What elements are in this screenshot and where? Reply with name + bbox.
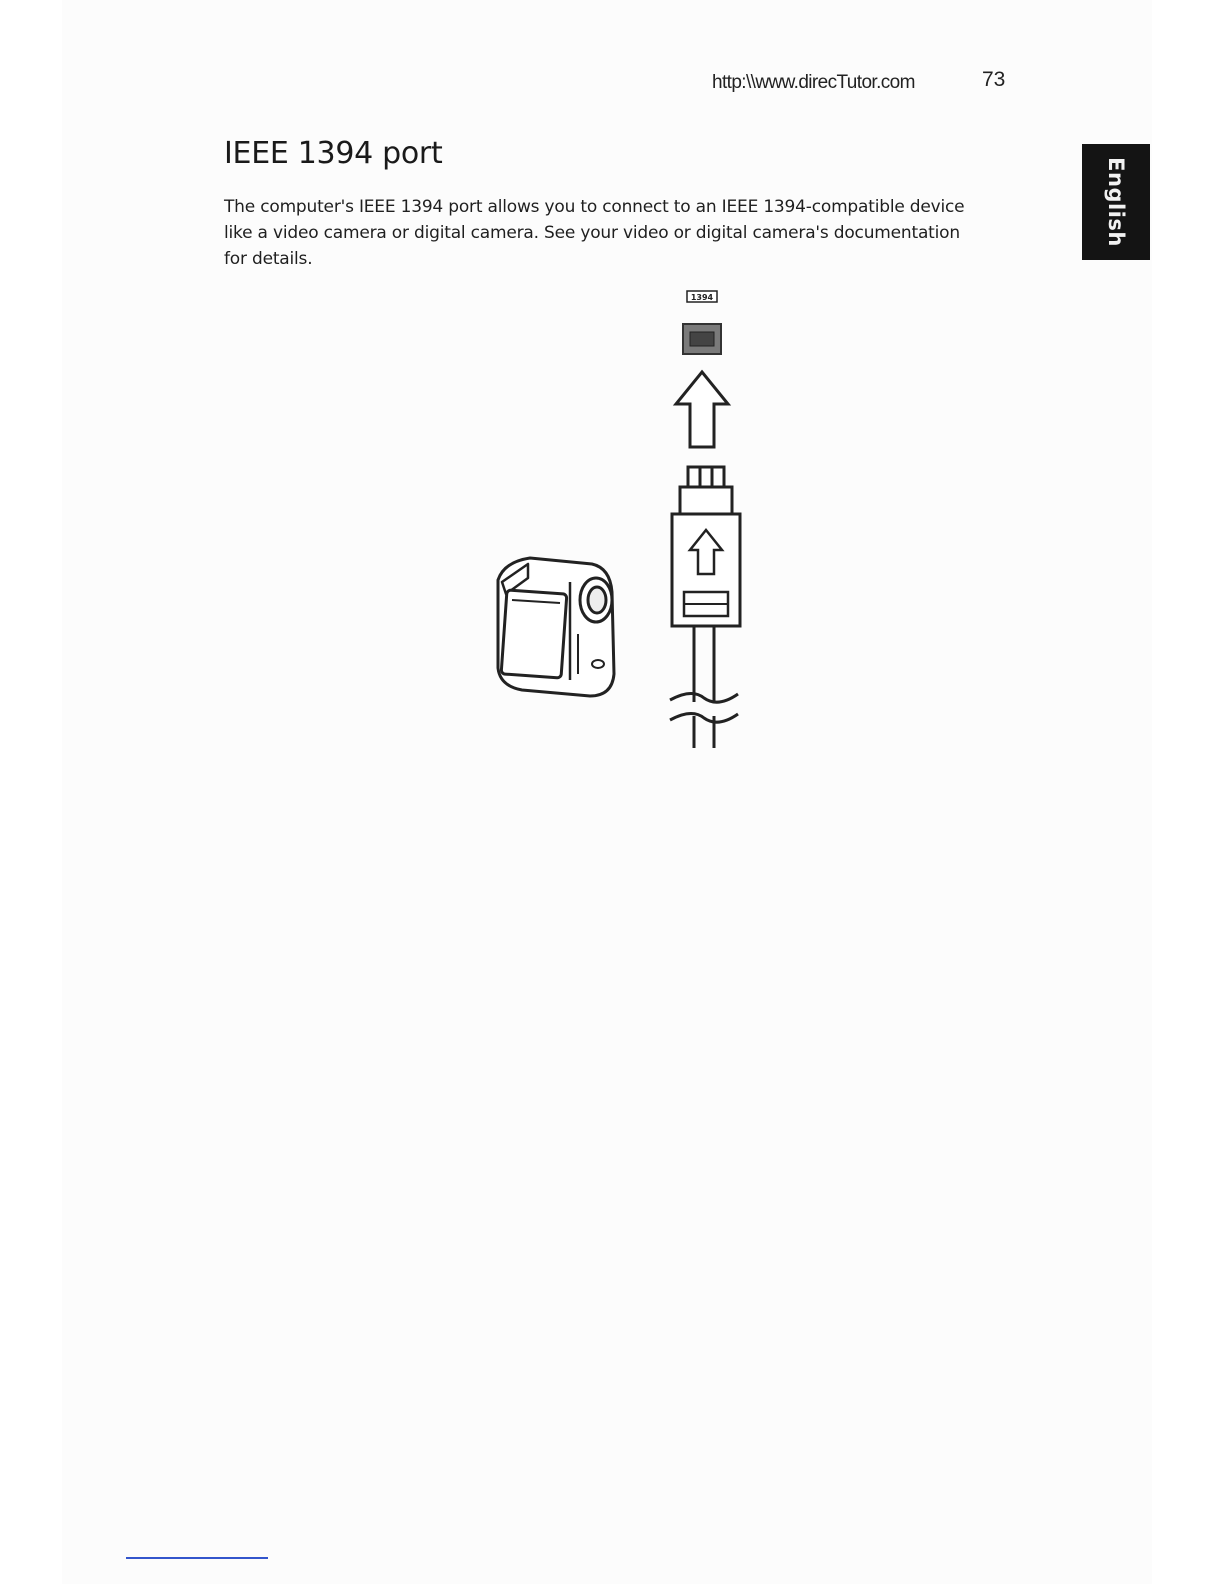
firewire-plug-icon (672, 467, 740, 626)
section-title: IEEE 1394 port (224, 136, 443, 171)
port-label-text: 1394 (690, 293, 714, 302)
cable-break-icon (670, 626, 738, 748)
ieee1394-port-icon (683, 324, 721, 354)
ieee1394-port-label (687, 291, 717, 302)
section-body: The computer's IEEE 1394 port allows you to connect to an IEEE 1394-compatible device like a video camera or digital camera. See your video or digital camera's documentation for details. (224, 197, 965, 269)
footnote-rule (126, 1557, 268, 1559)
header-url: http:\\www.direcTutor.com (712, 72, 915, 93)
language-side-tab (1082, 144, 1150, 260)
insert-arrow-icon (676, 372, 728, 447)
video-camera-icon (498, 558, 614, 696)
ieee1394-connection-figure (470, 282, 770, 762)
side-tab-label: English (1104, 157, 1128, 247)
page-number: 73 (982, 68, 1006, 91)
